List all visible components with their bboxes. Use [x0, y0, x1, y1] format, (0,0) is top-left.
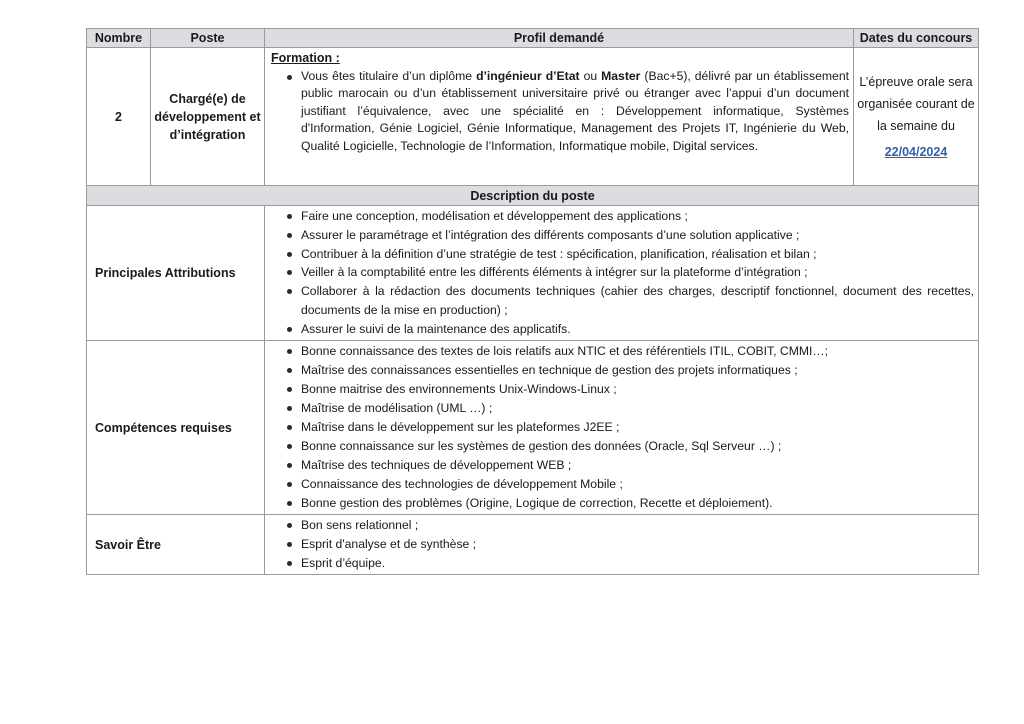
attributions-cell	[265, 206, 979, 341]
attribution-item: Assurer le paramétrage et l’intégration des différents composants d’une solution applicative ;	[301, 226, 974, 245]
formation-text: (Bac+5), délivré par un établissement public marocain ou d’un établissement universitaire privé ou étranger avec l’appui d’un document justifiant l’équivalence, avec une spécialité en : Développement informatique, Systèmes d'Information, Génie Logiciel, Génie Informatique, Management des Projets IT, Ingénierie du Web, Qualité Logicielle, Technologie de l’Information, Informatique mobile, Digital services.	[301, 68, 849, 153]
description-header-row	[87, 186, 979, 206]
competences-label: Compétences requises	[87, 340, 265, 515]
attribution-item: Faire une conception, modélisation et développement des applications ;	[301, 207, 974, 226]
attributions-row	[87, 206, 979, 341]
header-row	[87, 29, 979, 48]
attributions-label: Principales Attributions	[87, 206, 265, 341]
formation-title: Formation :	[271, 51, 340, 65]
formation-text: ou	[579, 68, 602, 83]
competence-item: Connaissance des technologies de développement Mobile ;	[301, 475, 974, 494]
attributions-list	[271, 207, 974, 339]
header-profil: Profil demandé	[265, 29, 854, 48]
attribution-item: Collaborer à la rédaction des documents techniques (cahier des charges, descriptif fonctionnel, document des recettes, documents de la mise en production) ;	[301, 282, 974, 320]
formation-item	[301, 68, 849, 156]
attribution-item: Contribuer à la définition d’une stratégie de test : spécification, planification, réalisation et bilan ;	[301, 245, 974, 264]
nombre-value: 2	[87, 48, 151, 186]
profil-cell	[265, 48, 854, 186]
degree-master: Master	[601, 68, 641, 83]
savoir-etre-cell	[265, 515, 979, 574]
competences-list	[271, 342, 974, 514]
competence-item: Maîtrise des techniques de développement WEB ;	[301, 456, 974, 475]
dates-text: L’épreuve orale sera organisée courant de la semaine du	[857, 74, 975, 133]
exam-date-link[interactable]: 22/04/2024	[884, 144, 948, 159]
dates-cell	[854, 48, 979, 186]
job-offer-table	[86, 28, 979, 575]
attribution-item: Assurer le suivi de la maintenance des applicatifs.	[301, 320, 974, 339]
competence-item: Maîtrise des connaissances essentielles en technique de gestion des projets informatiques ;	[301, 361, 974, 380]
competence-item: Bonne connaissance des textes de lois relatifs aux NTIC et des référentiels ITIL, COBIT, CMMI…;	[301, 342, 974, 361]
competence-item: Bonne connaissance sur les systèmes de gestion des données (Oracle, Sql Serveur …) ;	[301, 437, 974, 456]
competences-cell	[265, 340, 979, 515]
competence-item: Maîtrise dans le développement sur les plateformes J2EE ;	[301, 418, 974, 437]
competence-item: Maîtrise de modélisation (UML …) ;	[301, 399, 974, 418]
savoir-etre-list	[271, 516, 974, 572]
savoir-etre-label: Savoir Être	[87, 515, 265, 574]
competence-item: Bonne gestion des problèmes (Origine, Logique de correction, Recette et déploiement).	[301, 494, 974, 513]
competences-row	[87, 340, 979, 515]
poste-value: Chargé(e) de développement et d’intégration	[151, 48, 265, 186]
formation-text: Vous êtes titulaire d’un diplôme	[301, 68, 477, 83]
header-dates: Dates du concours	[854, 29, 979, 48]
savoir-etre-item: Esprit d'analyse et de synthèse ;	[301, 535, 974, 554]
description-header: Description du poste	[87, 186, 979, 206]
header-nombre: Nombre	[87, 29, 151, 48]
position-row	[87, 48, 979, 186]
formation-list	[271, 68, 849, 156]
savoir-etre-item: Bon sens relationnel ;	[301, 516, 974, 535]
degree-ingenieur: d’ingénieur d’Etat	[476, 68, 580, 83]
savoir-etre-row	[87, 515, 979, 574]
savoir-etre-item: Esprit d’équipe.	[301, 554, 974, 573]
competence-item: Bonne maitrise des environnements Unix-Windows-Linux ;	[301, 380, 974, 399]
attribution-item: Veiller à la comptabilité entre les différents éléments à intégrer sur la plateforme d’intégration ;	[301, 263, 974, 282]
header-poste: Poste	[151, 29, 265, 48]
